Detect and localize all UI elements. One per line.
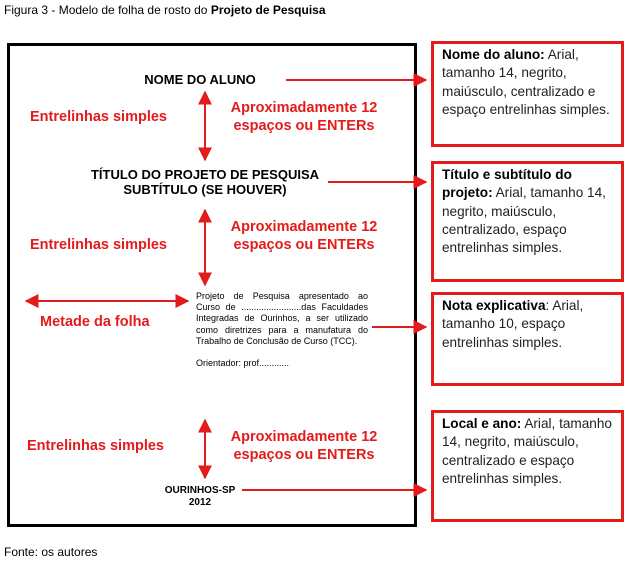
source-note: Fonte: os autores [4,545,98,559]
spacing-label-3: Entrelinhas simples [27,438,164,454]
note-format-box-title: Nota explicativa [442,298,546,313]
explanatory-note-text: Projeto de Pesquisa apresentado ao Curso de ........................das Faculdades Integradas de Ourinhos, a ser utilizado como diretrizes para a manufatura do Trabalho de Conclusão de Curso (TCC). [196,291,368,346]
caption-bold: Projeto de Pesquisa [210,3,326,17]
spacing-label-2: Entrelinhas simples [30,237,167,253]
caption-prefix: Figura 3 [4,3,49,17]
enters-label-1-line1: Aproximadamente 12 [230,100,378,116]
half-page-label: Metade da folha [40,314,150,330]
city: OURINHOS-SP [164,485,236,496]
advisor-line: Orientador: prof............ [196,358,290,369]
title-format-box-text: Arial, tamanho 14, negrito, maiúsculo, centralizado, espaço entrelinhas simples. [442,185,606,256]
title-format-box-title: Título e subtítulo do projeto: [442,167,572,201]
caption-middle: - Modelo de folha de rosto do [48,3,211,17]
enters-label-2-line2: espaços ou ENTERs [233,237,375,253]
note-format-box-text: : Arial, tamanho 10, espaço entrelinhas simples. [442,298,584,350]
project-subtitle-line: SUBTÍTULO (SE HOUVER) [123,182,287,197]
enters-label-2-line1: Aproximadamente 12 [230,219,378,235]
enters-label-1-line2: espaços ou ENTERs [233,118,375,134]
project-title-line1: TÍTULO DO PROJETO DE PESQUISA [90,167,319,182]
name-format-box-title: Nome do aluno: [442,47,545,62]
local-format-box-text: Arial, tamanho 14, negrito, maiúsculo, centralizado e espaço entrelinhas simples. [442,416,612,486]
enters-label-3-line1: Aproximadamente 12 [230,429,378,445]
local-format-box-title: Local e ano: [442,416,522,431]
year: 2012 [188,497,212,508]
student-name: NOME DO ALUNO [144,72,256,87]
name-format-box-text: Arial, tamanho 14, negrito, maiúsculo, centralizado e espaço entrelinhas simples. [442,47,610,117]
enters-label-3-line2: espaços ou ENTERs [233,447,375,463]
spacing-label-1: Entrelinhas simples [30,109,167,125]
